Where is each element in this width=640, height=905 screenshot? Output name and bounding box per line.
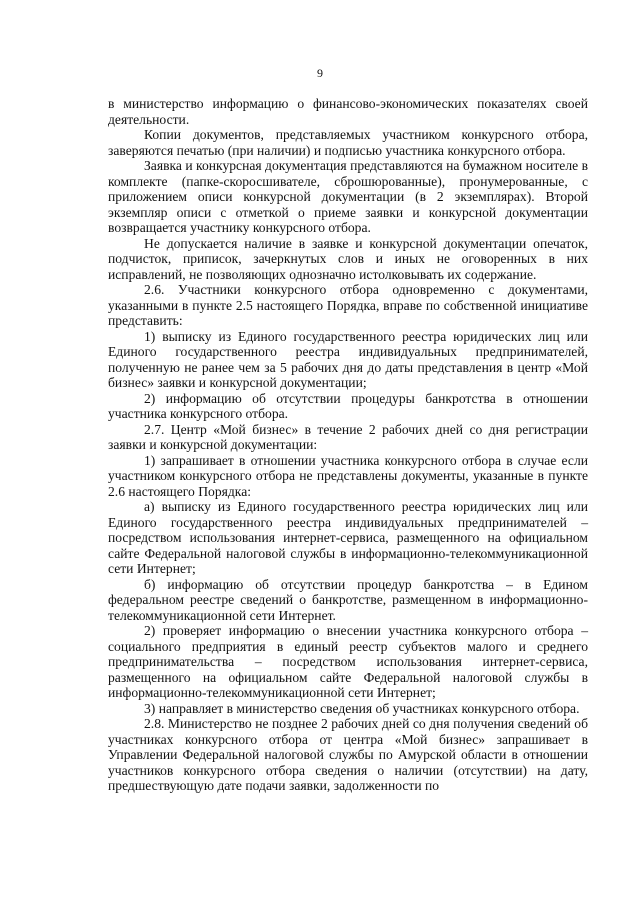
paragraph-10: а) выписку из Единого государственного реестра юридических лиц или Единого государственного реестра индивидуальных предпринимателей – посредством использования интернет-сервиса, размещенного на официальном сайте Федеральной налоговой службы в информационно-телекоммуникационной сети Интернет;: [108, 499, 588, 576]
paragraph-13: 3) направляет в министерство сведения об участниках конкурсного отбора.: [144, 700, 580, 716]
paragraph-4: Не допускается наличие в заявке и конкурсной документации опечаток, подчисток, приписок, зачеркнутых слов и иных не оговоренных в них исправлений, не позволяющих однозначно истолковывать их содержание.: [108, 235, 588, 282]
document-body: [108, 96, 588, 794]
paragraph-1: в министерство информацию о финансово-экономических показателях своей деятельности.: [108, 96, 588, 127]
paragraph-12: 2) проверяет информацию о внесении участника конкурсного отбора – социального предприятия в единый реестр субъектов малого и среднего предпринимательства – посредством использования интернет-сервиса, размещенного на официальном сайте Федеральной налоговой службы в информационно-телекоммуникационной сети Интернет;: [108, 623, 588, 700]
paragraph-6: 1) выписку из Единого государственного реестра юридических лиц или Единого государственного реестра индивидуальных предпринимателей, полученную не ранее чем за 5 рабочих дня до даты представления в центр «Мой бизнес» заявки и конкурсной документации;: [108, 328, 588, 390]
paragraph-9: 1) запрашивает в отношении участника конкурсного отбора в случае если участником конкурсного отбора не представлены документы, указанные в пункте 2.6 настоящего Порядка:: [108, 452, 588, 499]
paragraph-8: 2.7. Центр «Мой бизнес» в течение 2 рабочих дней со дня регистрации заявки и конкурсной документации:: [108, 421, 588, 452]
paragraph-11: б) информацию об отсутствии процедур банкротства – в Едином федеральном реестре сведений о банкротстве, размещенном в информационно-телекоммуникационной сети Интернет.: [108, 576, 588, 623]
paragraph-14: 2.8. Министерство не позднее 2 рабочих дней со дня получения сведений об участниках конкурсного отбора от центра «Мой бизнес» запрашивает в Управлении Федеральной налоговой службы по Амурской области в отношении участников конкурсного отбора сведения о наличии (отсутствии) на дату, предшествующую дате подачи заявки, задолженности по: [108, 716, 588, 793]
paragraph-2: Копии документов, представляемых участником конкурсного отбора, заверяются печатью (при наличии) и подписью участника конкурсного отбора.: [108, 127, 588, 158]
paragraph-5: 2.6. Участники конкурсного отбора одновременно с документами, указанными в пункте 2.5 настоящего Порядка, вправе по собственной инициативе представить:: [108, 282, 588, 328]
paragraph-3: Заявка и конкурсная документация представляются на бумажном носителе в комплекте (папке-скоросшивателе, сброшюрованные), пронумерованные, с приложением описи конкурсной документации (в 2 экземплярах). Второй экземпляр описи с отметкой о приеме заявки и конкурсной документации возвращается участнику конкурсного отбора.: [108, 158, 588, 235]
paragraph-7: 2) информацию об отсутствии процедуры банкротства в отношении участника конкурсного отбора.: [108, 390, 588, 421]
page-number: 9: [317, 66, 323, 80]
